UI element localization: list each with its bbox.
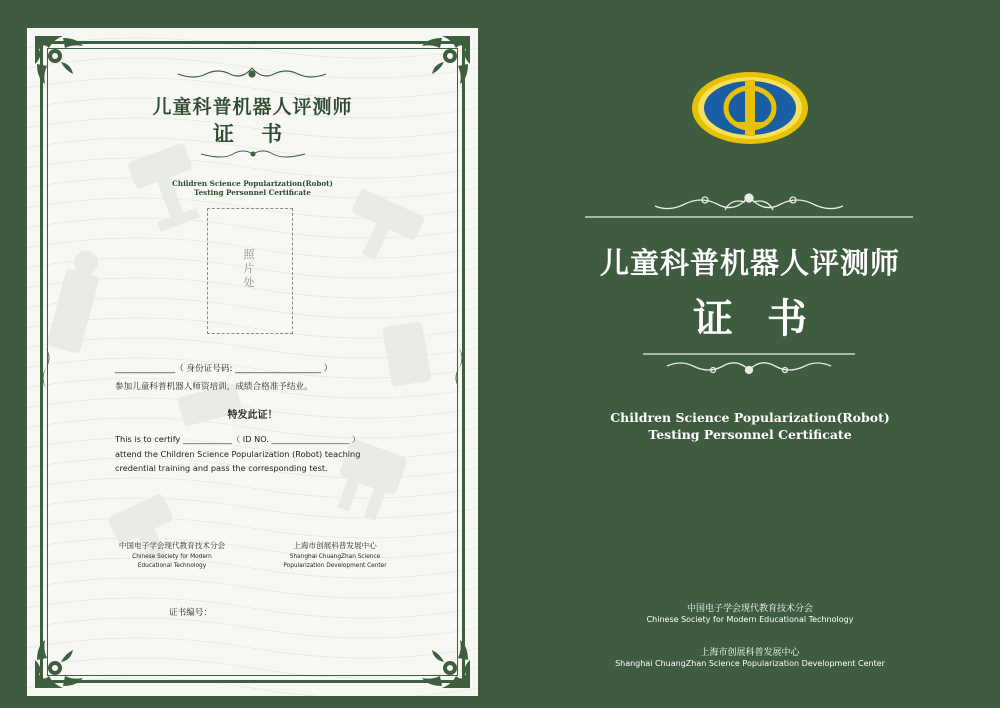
cover-title: 儿童科普机器人评测师 xyxy=(599,246,900,280)
issuer-2-english-line2: Popularization Development Center xyxy=(283,563,387,569)
certificate-number-label: 证书编号： xyxy=(169,608,212,618)
certify-heading: 特发此证！ xyxy=(227,410,278,421)
corner-ornament-icon xyxy=(418,34,472,88)
training-statement: 参加儿童科普机器人师资培训，成绩合格准予结业。 xyxy=(115,382,313,392)
filigree-divider-icon xyxy=(585,190,913,222)
cover-english-line1: Children Science Popularization(Robot) xyxy=(610,410,890,425)
certify-english-line3: credential training and pass the corresponding test. xyxy=(115,463,328,473)
filigree-divider-icon xyxy=(197,148,309,160)
inner-english-title-line2: Testing Personnel Certificate xyxy=(194,188,311,197)
issuer-2-chinese: 上海市创展科普发展中心 xyxy=(293,541,377,550)
photo-placeholder-label: 照片处 xyxy=(243,248,255,289)
emblem-logo-icon xyxy=(690,70,810,146)
filigree-divider-icon xyxy=(643,350,855,380)
inner-english-title-line1: Children Science Popularization(Robot) xyxy=(172,179,333,188)
side-ornament-icon xyxy=(452,348,466,388)
issuer-2-english-line1: Shanghai ChuangZhan Science xyxy=(289,554,381,560)
inner-certificate-subtitle: 证 书 xyxy=(212,121,293,146)
cover-english-line2: Testing Personnel Certificate xyxy=(648,427,852,442)
certify-english-line1: This is to certify ____________（ ID NO. ___________________ ） xyxy=(115,434,361,444)
cover-subtitle: 证书 xyxy=(693,295,841,342)
certificate-inner-page xyxy=(27,28,478,696)
cover-issuer-2-chinese: 上海市创展科普发展中心 xyxy=(700,648,800,658)
issuer-1-chinese: 中国电子学会现代教育技术分会 xyxy=(118,541,226,550)
inner-certificate-title: 儿童科普机器人评测师 xyxy=(152,96,353,118)
side-ornament-icon xyxy=(39,348,53,388)
filigree-divider-icon xyxy=(172,66,332,82)
cover-issuer-2-english: Shanghai ChuangZhan Science Popularization Development Center xyxy=(615,659,885,668)
issuer-1-english-line2: Educational Technology xyxy=(137,563,207,569)
corner-ornament-icon xyxy=(33,34,87,88)
corner-ornament-icon xyxy=(418,636,472,690)
corner-ornament-icon xyxy=(33,636,87,690)
cover-issuer-1-english: Chinese Society for Modern Educational Technology xyxy=(646,615,854,624)
id-number-line: ______________（ 身份证号码: ____________________ ） xyxy=(115,364,333,374)
issuer-1-english-line1: Chinese Society for Modern xyxy=(132,554,212,560)
cover-issuer-1-chinese: 中国电子学会现代教育技术分会 xyxy=(686,604,813,614)
certify-english-line2: attend the Children Science Popularization (Robot) teaching xyxy=(115,449,361,459)
